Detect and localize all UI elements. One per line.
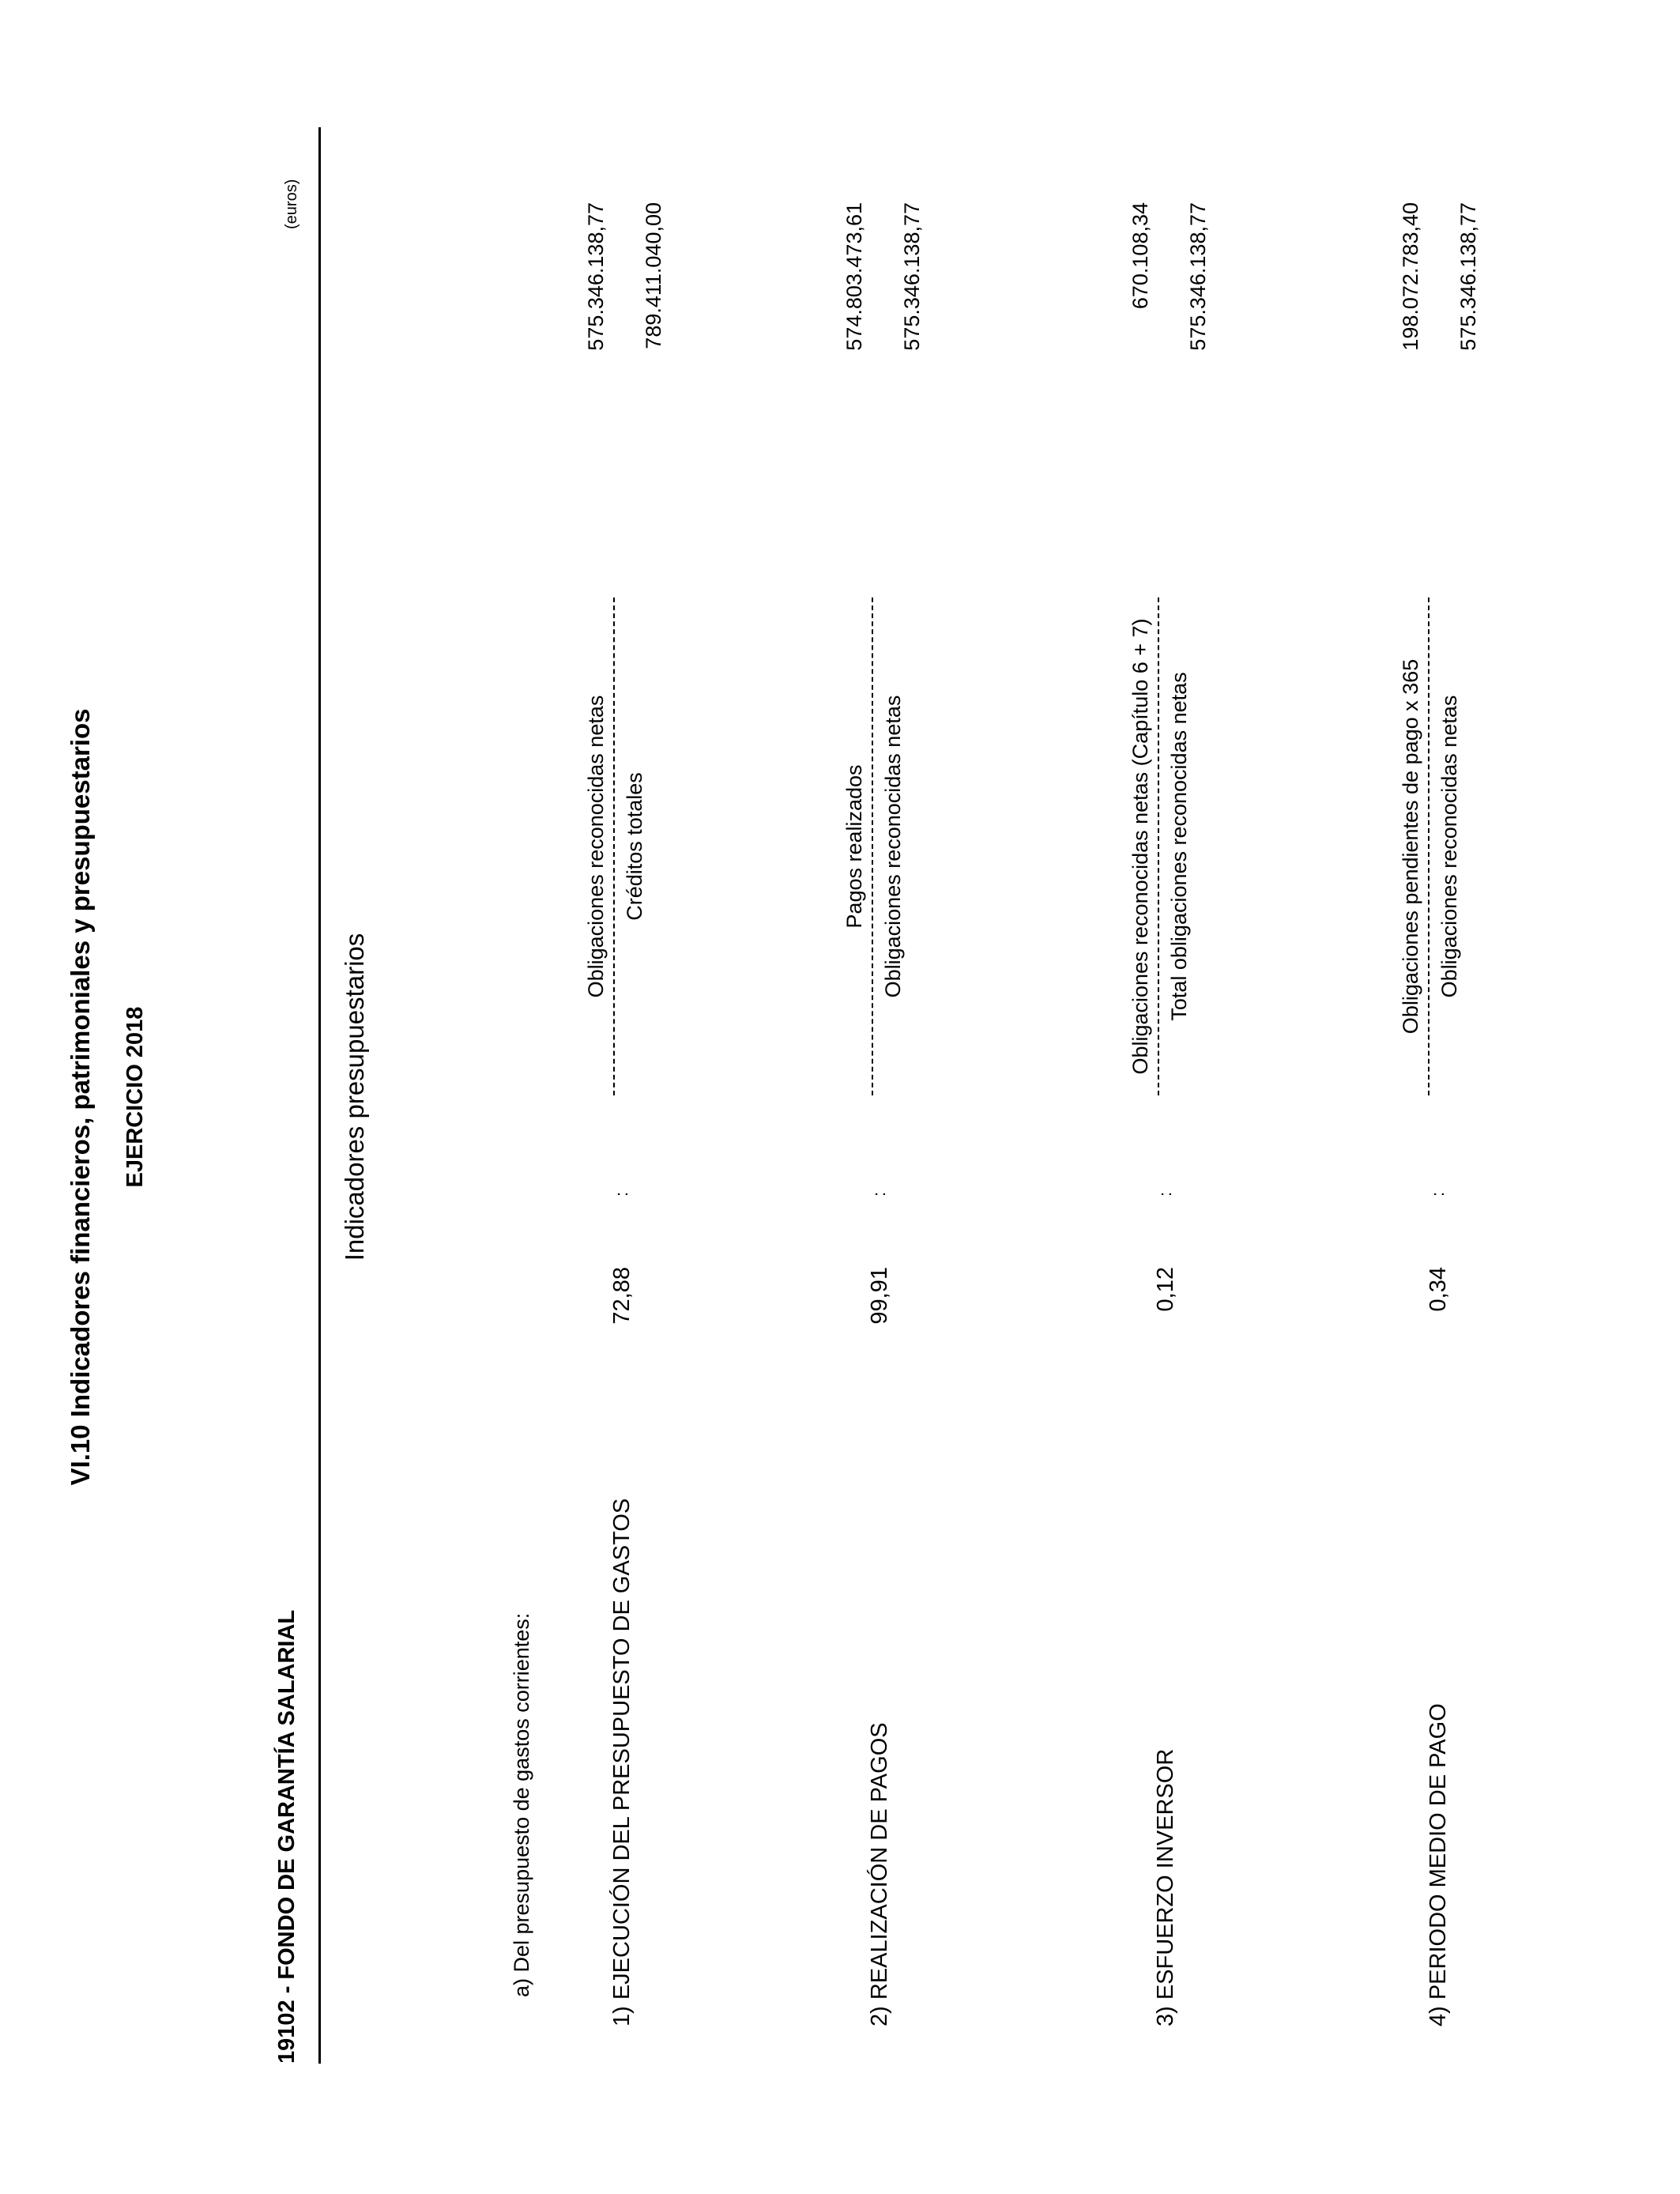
indicator-formula bbox=[584, 598, 647, 1095]
report-title: VI.10 Indicadores financieros, patrimoniales y presupuestarios bbox=[66, 708, 95, 1486]
entity-name: 19102 - FONDO DE GARANTÍA SALARIAL bbox=[274, 1609, 299, 2064]
section-title: Indicadores presupuestarios bbox=[340, 933, 369, 1261]
numerator-amount: 670.108,34 bbox=[1128, 202, 1152, 310]
indicator-label: 1) EJECUCIÓN DEL PRESUPUESTO DE GASTOS bbox=[609, 1498, 635, 2026]
denominator-amount: 789.411.040,00 bbox=[642, 202, 665, 349]
indicator-value: 0,34 bbox=[1426, 1267, 1451, 1312]
indicator-value: 0,12 bbox=[1153, 1267, 1178, 1312]
formula-numerator: Obligaciones pendientes de pago x 365 bbox=[1399, 658, 1422, 1035]
indicator-value: 99,91 bbox=[867, 1267, 892, 1325]
formula-denominator: Obligaciones reconocidas netas bbox=[881, 695, 905, 998]
section-subheading: a) Del presupuesto de gastos corrientes: bbox=[510, 1612, 533, 1997]
indicator-formula bbox=[1128, 598, 1192, 1095]
formula-denominator: Obligaciones reconocidas netas bbox=[1437, 695, 1461, 998]
denominator-amount: 575.346.138,77 bbox=[1186, 202, 1210, 351]
indicator-formula bbox=[1399, 598, 1462, 1095]
fraction-bar bbox=[1428, 598, 1430, 1095]
fraction-bar bbox=[872, 598, 873, 1095]
numerator-amount: 574.803.473,61 bbox=[842, 202, 866, 351]
indicator-colon: : bbox=[1155, 1189, 1175, 1197]
indicator-label: 3) ESFUERZO INVERSOR bbox=[1153, 1748, 1178, 2026]
numerator-amount: 575.346.138,77 bbox=[584, 202, 608, 351]
fraction-bar bbox=[1158, 598, 1159, 1095]
formula-denominator: Créditos totales bbox=[623, 772, 646, 921]
indicator-formula bbox=[842, 598, 906, 1095]
formula-numerator: Pagos realizados bbox=[842, 764, 866, 929]
numerator-amount: 198.072.783,40 bbox=[1399, 202, 1422, 351]
units-label: (euros) bbox=[283, 179, 300, 229]
indicator-colon: : bbox=[869, 1189, 889, 1197]
indicator-label: 2) REALIZACIÓN DE PAGOS bbox=[867, 1722, 892, 2026]
indicator-label: 4) PERIODO MEDIO DE PAGO bbox=[1426, 1703, 1451, 2026]
indicator-value: 72,88 bbox=[609, 1267, 635, 1325]
fiscal-year: EJERCICIO 2018 bbox=[122, 1006, 148, 1188]
fraction-bar bbox=[613, 598, 615, 1095]
denominator-amount: 575.346.138,77 bbox=[1456, 202, 1480, 351]
formula-numerator: Obligaciones reconocidas netas bbox=[584, 695, 608, 998]
indicator-colon: : bbox=[1428, 1189, 1448, 1197]
formula-denominator: Total obligaciones reconocidas netas bbox=[1167, 672, 1191, 1021]
denominator-amount: 575.346.138,77 bbox=[900, 202, 924, 351]
formula-numerator: Obligaciones reconocidas netas (Capítulo 6 + 7) bbox=[1128, 618, 1152, 1075]
indicator-colon: : bbox=[612, 1189, 631, 1197]
header-rule bbox=[318, 127, 321, 2064]
